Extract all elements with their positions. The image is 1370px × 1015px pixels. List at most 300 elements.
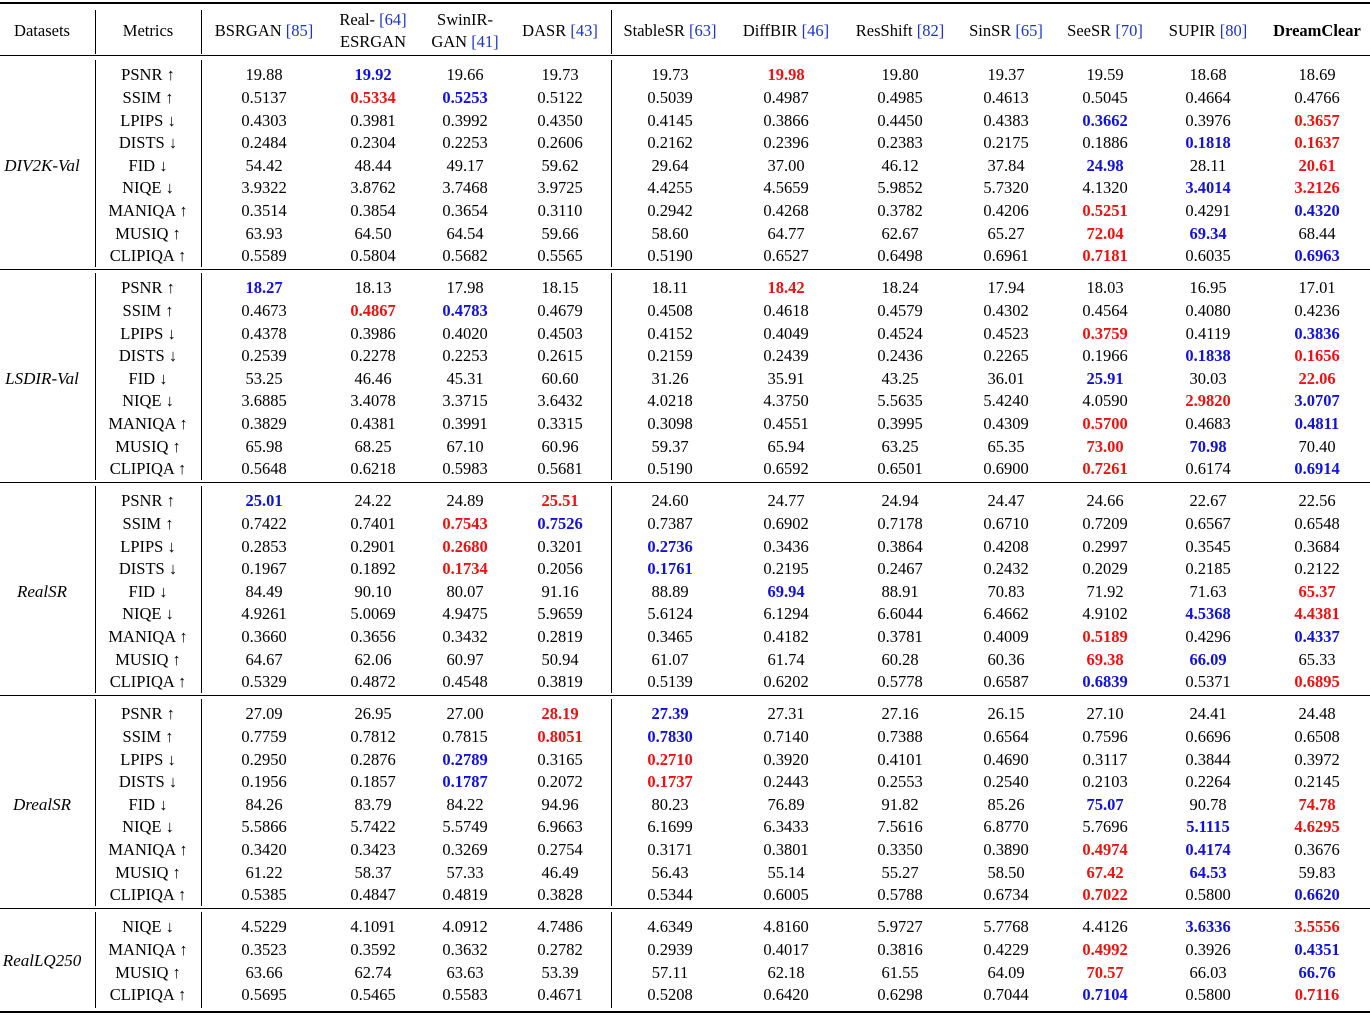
table-cell: 0.3660 [241, 626, 287, 646]
table-cell: 0.6005 [763, 885, 809, 905]
table-cell: 37.84 [987, 155, 1025, 175]
table-cell: 4.0912 [442, 917, 488, 937]
table-cell: 0.1737 [647, 772, 693, 792]
dataset-name: LSDIR-Val [5, 368, 79, 388]
table-cell: 0.6710 [983, 513, 1029, 533]
table-cell: 0.3514 [241, 200, 287, 220]
table-cell: 4.1091 [350, 917, 396, 937]
table-cell: 0.4378 [241, 323, 287, 343]
header-label-line2: GAN [431, 32, 468, 51]
metric-name: DISTS ↓ [118, 559, 178, 579]
table-cell: 24.22 [354, 491, 392, 511]
table-cell: 0.6218 [350, 459, 396, 479]
table-cell: 3.2126 [1294, 178, 1340, 198]
table-cell: 0.1761 [647, 559, 693, 579]
table-cell: 4.0590 [1082, 391, 1128, 411]
column-header [969, 20, 1043, 42]
table-cell: 0.3981 [350, 110, 396, 130]
metric-name: CLIPIQA ↑ [109, 672, 187, 692]
table-cell: 0.1956 [241, 772, 287, 792]
table-cell: 0.3819 [537, 672, 583, 692]
metric-name: LPIPS ↓ [120, 323, 176, 343]
table-cell: 88.89 [651, 581, 689, 601]
table-cell: 0.3844 [1185, 749, 1231, 769]
table-cell: 0.7812 [350, 726, 396, 746]
table-cell: 0.2253 [442, 133, 488, 153]
table-cell: 71.92 [1086, 581, 1124, 601]
table-cell: 0.4229 [983, 939, 1029, 959]
table-cell: 27.10 [1086, 704, 1124, 724]
horizontal-rule [0, 2, 1370, 4]
column-header [1067, 20, 1143, 42]
table-cell: 0.4867 [350, 300, 396, 320]
table-cell: 0.2606 [537, 133, 583, 153]
table-cell: 0.6174 [1185, 459, 1231, 479]
table-cell: 68.44 [1298, 223, 1336, 243]
table-cell: 0.5778 [877, 672, 923, 692]
table-cell: 0.4524 [877, 323, 923, 343]
table-cell: 16.95 [1189, 278, 1227, 298]
table-cell: 0.2383 [877, 133, 923, 153]
table-cell: 0.6902 [763, 513, 809, 533]
table-cell: 0.4985 [877, 87, 923, 107]
table-cell: 5.7320 [983, 178, 1029, 198]
table-cell: 4.7486 [537, 917, 583, 937]
column-header [1273, 20, 1361, 42]
table-cell: 19.37 [987, 65, 1025, 85]
table-cell: 0.3592 [350, 939, 396, 959]
table-cell: 17.98 [446, 278, 484, 298]
table-cell: 46.49 [541, 862, 579, 882]
table-cell: 0.6527 [763, 246, 809, 266]
table-cell: 0.5648 [241, 459, 287, 479]
table-cell: 0.2484 [241, 133, 287, 153]
table-cell: 19.88 [245, 65, 283, 85]
table-cell: 0.3684 [1294, 536, 1340, 556]
table-cell: 2.9820 [1185, 391, 1231, 411]
table-cell: 0.2876 [350, 749, 396, 769]
table-cell: 62.67 [881, 223, 919, 243]
table-cell: 0.6914 [1294, 459, 1340, 479]
table-cell: 65.27 [987, 223, 1025, 243]
vertical-rule [201, 912, 202, 1008]
metric-name: LPIPS ↓ [120, 110, 176, 130]
table-cell: 0.3991 [442, 413, 488, 433]
table-cell: 0.1787 [442, 772, 488, 792]
table-cell: 5.7768 [983, 917, 1029, 937]
dataset-name: RealLQ250 [2, 951, 82, 971]
table-cell: 0.5788 [877, 885, 923, 905]
table-cell: 0.4579 [877, 300, 923, 320]
table-cell: 0.1857 [350, 772, 396, 792]
table-cell: 0.2439 [763, 346, 809, 366]
metric-name: MUSIQ ↑ [115, 223, 181, 243]
table-cell: 0.7422 [241, 513, 287, 533]
table-cell: 66.76 [1298, 962, 1336, 982]
table-cell: 3.5556 [1294, 917, 1340, 937]
table-cell: 4.6349 [647, 917, 693, 937]
table-cell: 90.10 [354, 581, 392, 601]
table-cell: 0.4683 [1185, 413, 1231, 433]
citation-ref: [70] [1115, 21, 1143, 40]
table-cell: 0.4208 [983, 536, 1029, 556]
dataset-name: DrealSR [13, 794, 71, 814]
vertical-rule [611, 699, 612, 906]
table-cell: 43.25 [881, 368, 919, 388]
table-cell: 24.48 [1298, 704, 1336, 724]
table-cell: 65.35 [987, 436, 1025, 456]
table-cell: 0.4690 [983, 749, 1029, 769]
table-cell: 0.4145 [647, 110, 693, 130]
table-cell: 27.09 [245, 704, 283, 724]
table-cell: 18.69 [1298, 65, 1336, 85]
table-cell: 0.5695 [241, 985, 287, 1005]
table-cell: 0.7178 [877, 513, 923, 533]
table-cell: 0.4206 [983, 200, 1029, 220]
table-cell: 3.3715 [442, 391, 488, 411]
horizontal-rule [0, 908, 1370, 909]
table-cell: 69.34 [1189, 223, 1227, 243]
table-cell: 37.00 [767, 155, 805, 175]
table-cell: 0.3315 [537, 413, 583, 433]
table-cell: 60.97 [446, 649, 484, 669]
metric-name: NIQE ↓ [122, 604, 174, 624]
table-cell: 6.3433 [763, 817, 809, 837]
table-cell: 0.4551 [763, 413, 809, 433]
metric-name: MANIQA ↑ [108, 839, 188, 859]
metric-name: MANIQA ↑ [108, 939, 188, 959]
citation-ref: [80] [1219, 21, 1248, 40]
table-cell: 45.31 [446, 368, 484, 388]
table-cell: 88.91 [881, 581, 919, 601]
table-cell: 0.3656 [350, 626, 396, 646]
table-cell: 0.3465 [647, 626, 693, 646]
table-cell: 0.5371 [1185, 672, 1231, 692]
metric-name: CLIPIQA ↑ [109, 246, 187, 266]
metric-name: NIQE ↓ [122, 178, 174, 198]
table-cell: 0.2253 [442, 346, 488, 366]
table-cell: 67.42 [1086, 862, 1124, 882]
table-cell: 46.46 [354, 368, 392, 388]
table-cell: 0.4236 [1294, 300, 1340, 320]
header-label: BSRGAN [214, 21, 282, 40]
table-cell: 18.11 [651, 278, 689, 298]
table-cell: 0.6501 [877, 459, 923, 479]
table-cell: 19.98 [767, 65, 805, 85]
table-cell: 0.2539 [241, 346, 287, 366]
table-cell: 29.64 [651, 155, 689, 175]
table-cell: 0.2265 [983, 346, 1029, 366]
citation-ref: [46] [801, 21, 830, 40]
table-cell: 27.31 [767, 704, 805, 724]
header-label-line2: ESRGAN [339, 32, 407, 51]
header-label: Real- [339, 10, 376, 29]
table-cell: 0.2467 [877, 559, 923, 579]
table-cell: 0.5700 [1082, 413, 1128, 433]
table-cell: 0.6508 [1294, 726, 1340, 746]
table-cell: 49.17 [446, 155, 484, 175]
table-cell: 4.4126 [1082, 917, 1128, 937]
table-cell: 25.51 [541, 491, 579, 511]
citation-ref: [41] [471, 32, 499, 51]
table-cell: 0.2103 [1082, 772, 1128, 792]
table-cell: 0.4613 [983, 87, 1029, 107]
table-cell: 19.73 [651, 65, 689, 85]
table-cell: 84.26 [245, 794, 283, 814]
table-cell: 0.2540 [983, 772, 1029, 792]
table-cell: 31.26 [651, 368, 689, 388]
table-cell: 7.5616 [877, 817, 923, 837]
table-cell: 4.5229 [241, 917, 287, 937]
table-cell: 0.2145 [1294, 772, 1340, 792]
header-label: SwinIR- [437, 10, 493, 29]
table-cell: 57.33 [446, 862, 484, 882]
table-cell: 20.61 [1298, 155, 1336, 175]
table-cell: 80.23 [651, 794, 689, 814]
table-cell: 0.4811 [1294, 413, 1340, 433]
table-cell: 3.9322 [241, 178, 287, 198]
table-cell: 24.60 [651, 491, 689, 511]
metric-name: SSIM ↑ [122, 513, 174, 533]
table-cell: 0.5137 [241, 87, 287, 107]
table-cell: 0.7116 [1294, 985, 1340, 1005]
table-cell: 84.22 [446, 794, 484, 814]
table-cell: 0.7181 [1082, 246, 1128, 266]
table-cell: 0.6961 [983, 246, 1029, 266]
table-cell: 0.4302 [983, 300, 1029, 320]
table-cell: 0.3350 [877, 839, 923, 859]
table-cell: 62.06 [354, 649, 392, 669]
table-cell: 0.7261 [1082, 459, 1128, 479]
table-cell: 0.2304 [350, 133, 396, 153]
citation-ref: [65] [1015, 21, 1043, 40]
table-cell: 0.2175 [983, 133, 1029, 153]
table-cell: 0.4101 [877, 749, 923, 769]
table-cell: 0.2997 [1082, 536, 1128, 556]
table-cell: 0.5465 [350, 985, 396, 1005]
table-cell: 24.47 [987, 491, 1025, 511]
table-cell: 62.18 [767, 962, 805, 982]
table-cell: 3.6432 [537, 391, 583, 411]
table-cell: 58.50 [987, 862, 1025, 882]
table-cell: 0.2939 [647, 939, 693, 959]
table-cell: 70.57 [1086, 962, 1124, 982]
table-cell: 46.12 [881, 155, 919, 175]
table-cell: 0.4673 [241, 300, 287, 320]
metric-name: NIQE ↓ [122, 817, 174, 837]
table-cell: 0.2782 [537, 939, 583, 959]
table-cell: 0.3781 [877, 626, 923, 646]
table-cell: 18.24 [881, 278, 919, 298]
metric-name: PSNR ↑ [121, 65, 175, 85]
table-cell: 0.1966 [1082, 346, 1128, 366]
table-cell: 22.56 [1298, 491, 1336, 511]
horizontal-rule [0, 1011, 1370, 1013]
vertical-rule [201, 486, 202, 693]
table-cell: 0.5329 [241, 672, 287, 692]
table-cell: 0.3854 [350, 200, 396, 220]
table-cell: 0.4381 [350, 413, 396, 433]
table-cell: 4.6295 [1294, 817, 1340, 837]
table-cell: 6.8770 [983, 817, 1029, 837]
table-cell: 0.5139 [647, 672, 693, 692]
table-cell: 0.3992 [442, 110, 488, 130]
table-cell: 0.3890 [983, 839, 1029, 859]
table-cell: 0.3654 [442, 200, 488, 220]
vertical-rule [201, 10, 202, 54]
table-cell: 0.4872 [350, 672, 396, 692]
table-cell: 0.1637 [1294, 133, 1340, 153]
table-cell: 4.8160 [763, 917, 809, 937]
table-cell: 64.54 [446, 223, 484, 243]
table-cell: 24.94 [881, 491, 919, 511]
metric-name: PSNR ↑ [121, 278, 175, 298]
table-cell: 0.4679 [537, 300, 583, 320]
table-cell: 85.26 [987, 794, 1025, 814]
table-cell: 70.98 [1189, 436, 1227, 456]
table-cell: 0.7388 [877, 726, 923, 746]
table-cell: 0.6839 [1082, 672, 1128, 692]
table-cell: 22.67 [1189, 491, 1227, 511]
metric-name: SSIM ↑ [122, 726, 174, 746]
table-cell: 0.4296 [1185, 626, 1231, 646]
header-label: ResShift [855, 21, 913, 40]
table-cell: 67.10 [446, 436, 484, 456]
metric-name: DISTS ↓ [118, 772, 178, 792]
table-cell: 5.4240 [983, 391, 1029, 411]
table-cell: 5.9727 [877, 917, 923, 937]
metric-name: SSIM ↑ [122, 87, 174, 107]
table-cell: 57.11 [651, 962, 689, 982]
metric-name: FID ↓ [128, 368, 168, 388]
column-header [431, 9, 498, 53]
table-cell: 0.2159 [647, 346, 693, 366]
table-cell: 0.4766 [1294, 87, 1340, 107]
metric-name: MANIQA ↑ [108, 200, 188, 220]
table-cell: 0.6564 [983, 726, 1029, 746]
metric-name: MANIQA ↑ [108, 626, 188, 646]
table-cell: 83.79 [354, 794, 392, 814]
table-cell: 4.4381 [1294, 604, 1340, 624]
table-cell: 74.78 [1298, 794, 1336, 814]
table-cell: 0.4020 [442, 323, 488, 343]
table-cell: 4.9475 [442, 604, 488, 624]
table-cell: 4.9261 [241, 604, 287, 624]
table-cell: 5.7696 [1082, 817, 1128, 837]
table-cell: 0.2819 [537, 626, 583, 646]
table-cell: 0.5800 [1185, 885, 1231, 905]
column-header [623, 20, 716, 42]
vertical-rule [611, 60, 612, 267]
table-cell: 0.2443 [763, 772, 809, 792]
table-cell: 0.2072 [537, 772, 583, 792]
table-cell: 0.2754 [537, 839, 583, 859]
table-cell: 0.2029 [1082, 559, 1128, 579]
metric-name: MANIQA ↑ [108, 413, 188, 433]
horizontal-rule [0, 55, 1370, 56]
column-header [215, 20, 314, 42]
table-cell: 0.3117 [1082, 749, 1128, 769]
metric-name: CLIPIQA ↑ [109, 459, 187, 479]
table-cell: 19.80 [881, 65, 919, 85]
table-cell: 64.09 [987, 962, 1025, 982]
table-cell: 56.43 [651, 862, 689, 882]
table-cell: 0.7596 [1082, 726, 1128, 746]
table-cell: 0.3098 [647, 413, 693, 433]
table-cell: 5.0069 [350, 604, 396, 624]
metric-name: LPIPS ↓ [120, 536, 176, 556]
table-cell: 76.89 [767, 794, 805, 814]
table-cell: 64.50 [354, 223, 392, 243]
table-cell: 26.95 [354, 704, 392, 724]
vertical-rule [611, 486, 612, 693]
table-cell: 0.3866 [763, 110, 809, 130]
vertical-rule [611, 912, 612, 1008]
table-cell: 0.4383 [983, 110, 1029, 130]
table-cell: 0.7526 [537, 513, 583, 533]
table-cell: 0.5045 [1082, 87, 1128, 107]
table-cell: 0.6567 [1185, 513, 1231, 533]
table-cell: 0.2789 [442, 749, 488, 769]
table-cell: 0.1734 [442, 559, 488, 579]
table-cell: 0.5804 [350, 246, 396, 266]
table-cell: 4.3750 [763, 391, 809, 411]
table-cell: 0.5589 [241, 246, 287, 266]
table-cell: 0.4320 [1294, 200, 1340, 220]
table-cell: 0.7830 [647, 726, 693, 746]
table-cell: 0.7401 [350, 513, 396, 533]
table-cell: 0.2432 [983, 559, 1029, 579]
table-cell: 0.2195 [763, 559, 809, 579]
table-cell: 65.98 [245, 436, 283, 456]
table-cell: 0.3171 [647, 839, 693, 859]
table-cell: 0.4351 [1294, 939, 1340, 959]
table-cell: 59.83 [1298, 862, 1336, 882]
table-cell: 28.19 [541, 704, 579, 724]
table-cell: 5.7422 [350, 817, 396, 837]
table-cell: 91.16 [541, 581, 579, 601]
table-cell: 0.4080 [1185, 300, 1231, 320]
vertical-rule [201, 699, 202, 906]
table-cell: 0.4291 [1185, 200, 1231, 220]
table-cell: 61.07 [651, 649, 689, 669]
table-cell: 63.25 [881, 436, 919, 456]
dataset-name: DIV2K-Val [4, 155, 80, 175]
table-cell: 0.4009 [983, 626, 1029, 646]
vertical-rule [201, 273, 202, 480]
metric-name: MUSIQ ↑ [115, 436, 181, 456]
table-cell: 0.3545 [1185, 536, 1231, 556]
table-cell: 94.96 [541, 794, 579, 814]
table-cell: 30.03 [1189, 368, 1227, 388]
table-cell: 0.2615 [537, 346, 583, 366]
table-cell: 0.5983 [442, 459, 488, 479]
table-cell: 61.22 [245, 862, 283, 882]
table-cell: 0.5565 [537, 246, 583, 266]
table-cell: 58.37 [354, 862, 392, 882]
header-label: StableSR [623, 21, 685, 40]
citation-ref: [63] [689, 21, 717, 40]
table-cell: 5.5635 [877, 391, 923, 411]
table-cell: 0.3432 [442, 626, 488, 646]
table-cell: 63.66 [245, 962, 283, 982]
table-cell: 0.3676 [1294, 839, 1340, 859]
table-cell: 69.94 [767, 581, 805, 601]
table-cell: 18.03 [1086, 278, 1124, 298]
table-cell: 25.91 [1086, 368, 1124, 388]
table-cell: 0.3816 [877, 939, 923, 959]
table-cell: 48.44 [354, 155, 392, 175]
